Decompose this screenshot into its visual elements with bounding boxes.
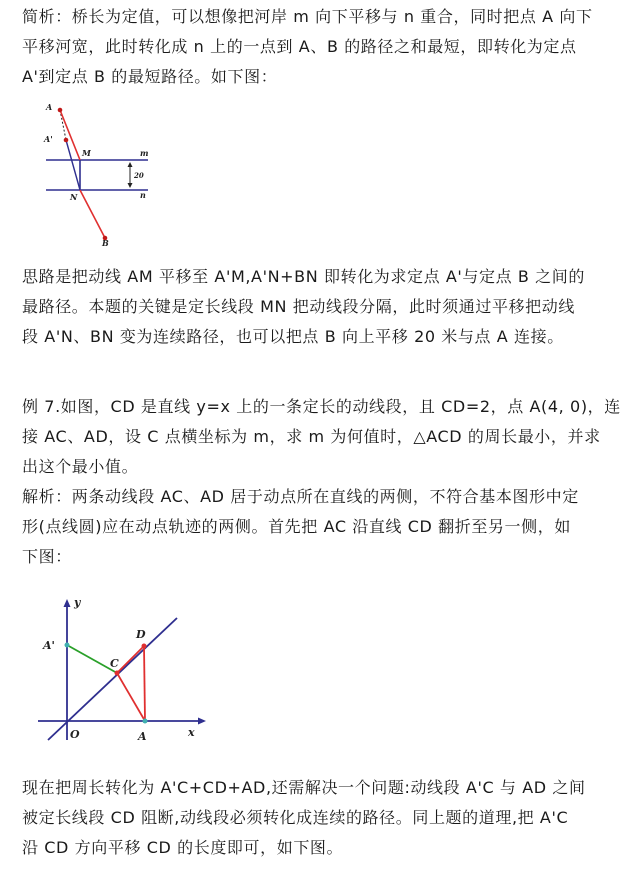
text-line: 例 7.如图，CD 是直线 y=x 上的一条定长的动线段，且 CD=2，点 A(4, 0)，连 [22,397,621,416]
label-bank-m: m [140,148,149,158]
label-y: y [74,596,81,609]
point-c [115,671,120,676]
point-a [58,108,63,113]
label-width: 20 [134,171,144,180]
text-line: 接 AC、AD，设 C 点横坐标为 m，求 m 为何值时，△ACD 的周长最小，并求 [22,427,601,446]
paragraph-perimeter [22,773,622,863]
text-line: 解析：两条动线段 AC、AD 居于动点所在直线的两侧，不符合基本图形中定 [22,487,579,506]
paragraph-example-7 [22,392,622,572]
point-a [143,719,148,724]
text-line: 现在把周长转化为 A'C+CD+AD,还需解决一个问题:动线段 A'C 与 AD 之间 [22,778,586,797]
point-d [142,644,147,649]
segment-cd [117,646,144,673]
y-axis-arrow [64,599,71,607]
label-a: A [46,102,53,112]
label-m-point: M [82,148,91,158]
text-line: A'到定点 B 的最短路径。如下图： [22,67,278,86]
text-line: 平移河宽，此时转化成 n 上的一点到 A、B 的路径之和最短，即转化为定点 [22,37,577,56]
paragraph-thinking [22,262,622,352]
text-line: 最路径。本题的关键是定长线段 MN 把动线段分隔，此时须通过平移把动线 [22,297,575,316]
label-a-prime: A' [44,134,53,144]
text-line: 简析：桥长为定值，可以想像把河岸 m 向下平移与 n 重合，同时把点 A 向下 [22,7,593,26]
point-a-prime [65,643,70,648]
bridge-figure [30,98,170,248]
label-d: D [136,628,146,641]
label-a-prime: A' [43,639,55,652]
label-a: A [138,730,147,743]
text-line: 沿 CD 方向平移 CD 的长度即可，如下图。 [22,838,344,857]
text-line: 被定长线段 CD 阻断,动线段必须转化成连续的路径。同上题的道理,把 A'C [22,808,569,827]
label-x: x [188,726,195,739]
text-line: 思路是把动线 AM 平移至 A'M,A'N+BN 即转化为求定点 A'与定点 B 之间的 [22,267,585,286]
label-c: C [110,657,119,670]
path-a-prime-n [66,140,80,190]
point-a-prime [64,138,69,143]
path-nb [80,190,105,238]
segment-ad [144,646,145,721]
x-axis-arrow [198,718,206,725]
text-line: 下图： [22,547,72,566]
label-bank-n: n [140,190,146,200]
text-line: 出这个最小值。 [22,457,139,476]
text-line: 段 A'N、BN 变为连续路径，也可以把点 B 向上平移 20 米与点 A 连接。 [22,327,564,346]
coordinate-figure [30,590,220,750]
label-b: B [102,238,109,248]
segment-ac [117,673,145,721]
label-o: O [70,728,80,741]
translation-dash [60,110,66,140]
label-n-point: N [70,192,78,202]
paragraph-analysis-intro [22,2,622,92]
arrow-head-up [128,162,133,167]
text-line: 形(点线圆)应在动点轨迹的两侧。首先把 AC 沿直线 CD 翻折至另一侧，如 [22,517,571,536]
arrow-head-down [128,183,133,188]
